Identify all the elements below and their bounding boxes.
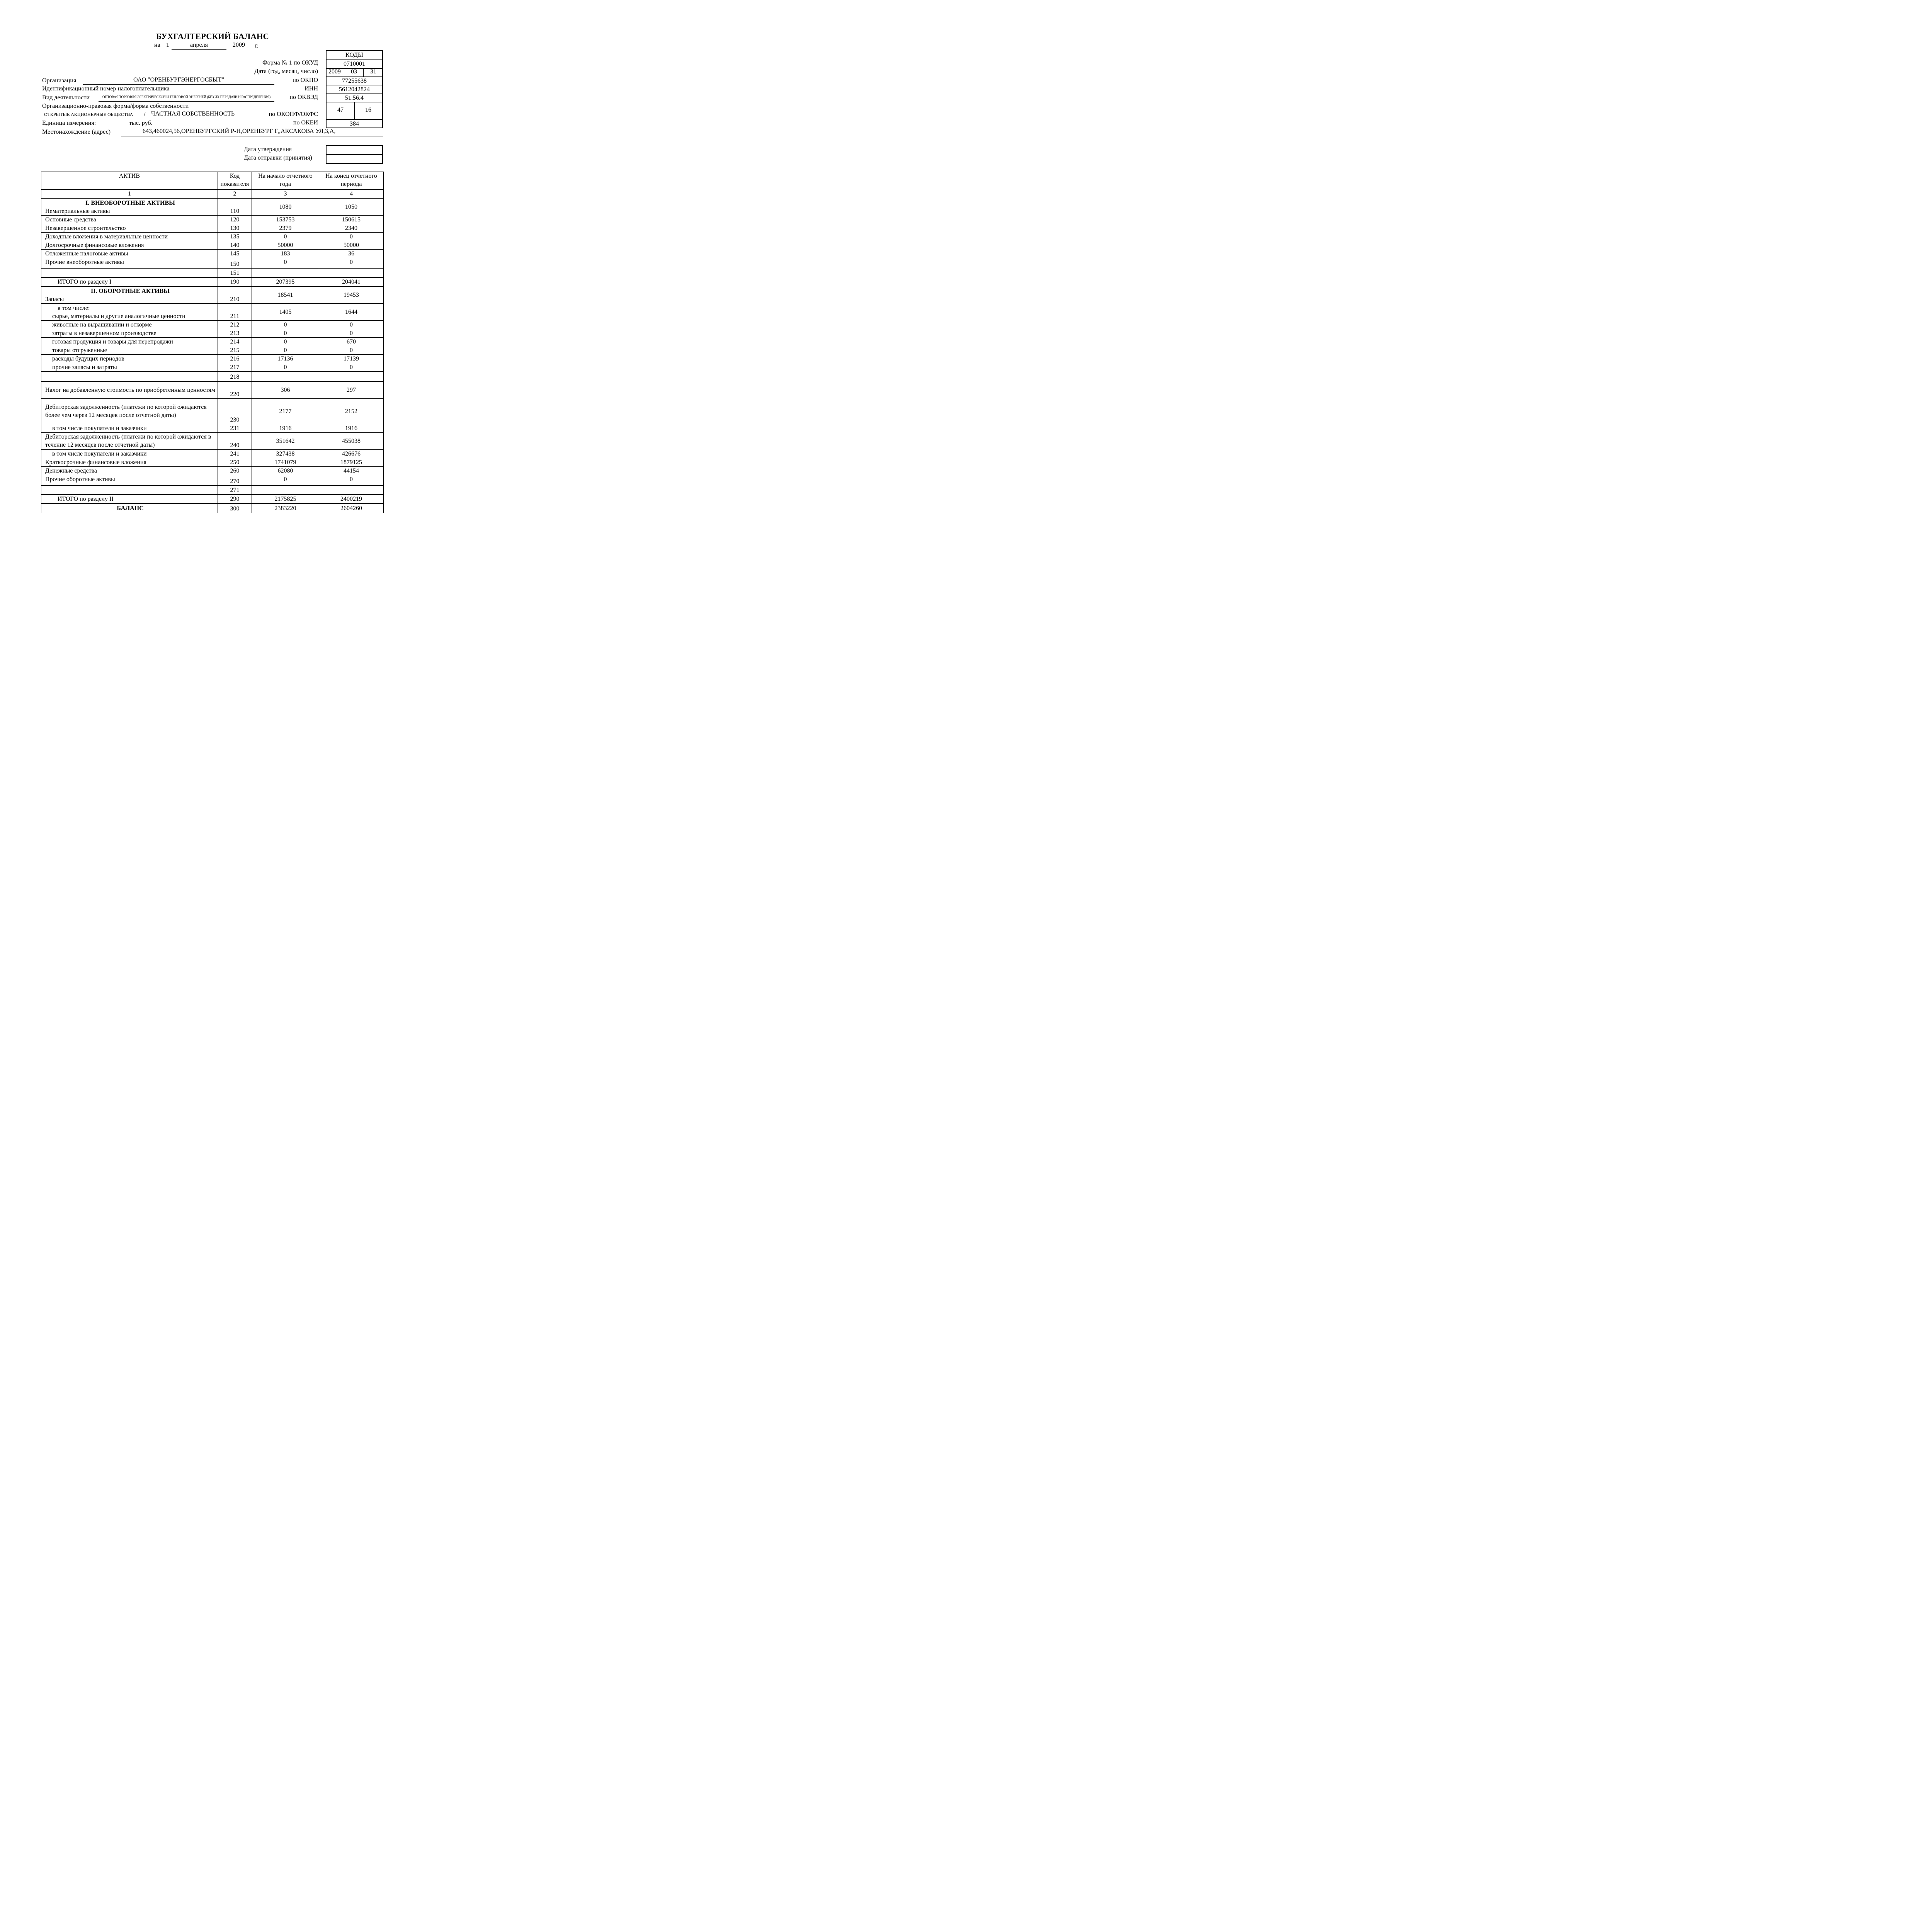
row-start: 0 [252, 258, 319, 268]
row-code: 130 [218, 224, 252, 232]
table-row [41, 232, 384, 241]
inn-code-label: ИНН [304, 85, 318, 92]
row-start: 0 [252, 475, 319, 485]
row-name: Прочие оборотные активы [41, 475, 218, 485]
row-code: 218 [218, 371, 252, 381]
row-start: 2175825 [252, 495, 319, 503]
table-row [41, 329, 384, 337]
row-end: 455038 [319, 432, 384, 449]
table-row [41, 224, 384, 232]
table-row [41, 485, 384, 495]
table-row [41, 198, 384, 215]
row-code: 151 [218, 268, 252, 277]
row-code: 241 [218, 449, 252, 458]
header-code: Код показателя [218, 172, 252, 190]
row-end: 1050 [319, 198, 384, 215]
row-name: ИТОГО по разделу I [41, 277, 218, 286]
okopf-label: по ОКОПФ/ОКФС [269, 111, 318, 117]
okei-label: по ОКЕИ [293, 119, 318, 126]
row-start: 183 [252, 249, 319, 258]
row-end: 50000 [319, 241, 384, 249]
table-row [41, 303, 384, 320]
row-name: Дебиторская задолженность (платежи по которой ожидаются более чем через 12 месяцев после отчетной даты) [41, 398, 218, 424]
row-start: 2383220 [252, 503, 319, 513]
activity-label: Вид деятельности [42, 94, 90, 101]
okved-code: 51.56.4 [327, 94, 382, 102]
row-name: прочие запасы и затраты [41, 363, 218, 371]
okfs-code: 16 [365, 107, 371, 113]
table-row [41, 466, 384, 475]
row-start: 1405 [252, 303, 319, 320]
table-row [41, 503, 384, 513]
row-code: 230 [218, 398, 252, 424]
date-day: 1 [166, 42, 169, 48]
row-code: 110 [218, 198, 252, 215]
row-end: 426676 [319, 449, 384, 458]
row-start: 0 [252, 232, 319, 241]
row-end: 1879125 [319, 458, 384, 466]
okud-code: 0710001 [327, 60, 382, 68]
document-title: БУХГАЛТЕРСКИЙ БАЛАНС [156, 32, 269, 41]
table-row [41, 432, 384, 449]
table-row [41, 424, 384, 432]
form-separator: / [144, 111, 146, 118]
okud-label: Форма № 1 по ОКУД [262, 60, 318, 66]
row-start [252, 485, 319, 495]
unit-value: тыс. руб. [129, 120, 153, 126]
approval-boxes [326, 145, 383, 164]
row-start: 306 [252, 381, 319, 398]
ownership-value: ЧАСТНАЯ СОБСТВЕННОСТЬ [151, 111, 235, 117]
table-row [41, 215, 384, 224]
row-start: 327438 [252, 449, 319, 458]
col-number: 4 [319, 190, 384, 199]
row-start: 1916 [252, 424, 319, 432]
row-code: 150 [218, 258, 252, 268]
row-code: 240 [218, 432, 252, 449]
row-end: 0 [319, 346, 384, 354]
row-code: 213 [218, 329, 252, 337]
org-label: Организация [42, 77, 77, 84]
row-start: 153753 [252, 215, 319, 224]
row-end: 0 [319, 258, 384, 268]
row-start: 62080 [252, 466, 319, 475]
okei-code: 384 [327, 119, 382, 128]
row-code: 216 [218, 354, 252, 363]
row-name: в том числе покупатели и заказчики [41, 424, 218, 432]
row-code: 231 [218, 424, 252, 432]
row-name [41, 371, 218, 381]
row-end [319, 485, 384, 495]
balance-table [41, 172, 384, 513]
row-end: 2400219 [319, 495, 384, 503]
row-name: Незавершенное строительство [41, 224, 218, 232]
okopf-code: 47 [337, 107, 344, 113]
row-start: 351642 [252, 432, 319, 449]
row-code: 135 [218, 232, 252, 241]
row-end: 0 [319, 475, 384, 485]
row-code: 140 [218, 241, 252, 249]
section-1-title: I. ВНЕОБОРОТНЫЕ АКТИВЫ [85, 199, 175, 206]
row-name: расходы будущих периодов [41, 354, 218, 363]
row-start: 1741079 [252, 458, 319, 466]
row-start: 50000 [252, 241, 319, 249]
row-end: 17139 [319, 354, 384, 363]
row-name [41, 485, 218, 495]
row-end: 0 [319, 232, 384, 241]
header-start: На начало отчетного года [252, 172, 319, 190]
table-row [41, 337, 384, 346]
date-prefix: на [154, 42, 160, 48]
row-code: 290 [218, 495, 252, 503]
table-row [41, 475, 384, 485]
row-code: 190 [218, 277, 252, 286]
row-start: 0 [252, 346, 319, 354]
section-2-title: II. ОБОРОТНЫЕ АКТИВЫ [90, 287, 170, 294]
table-row [41, 354, 384, 363]
row-end: 0 [319, 320, 384, 329]
date-year: 2009 [233, 42, 245, 48]
row-code: 271 [218, 485, 252, 495]
row-code: 217 [218, 363, 252, 371]
table-row [41, 363, 384, 371]
table-row [41, 346, 384, 354]
table-row [41, 449, 384, 458]
col-number: 3 [252, 190, 319, 199]
table-row [41, 249, 384, 258]
date-code-day: 31 [370, 68, 376, 75]
row-name: товары отгруженные [41, 346, 218, 354]
org-value: ОАО "ОРЕНБУРГЭНЕРГОСБЫТ" [133, 77, 224, 83]
form-value: ОТКРЫТЫЕ АКЦИОНЕРНЫЕ ОБЩЕСТВА [44, 112, 133, 117]
row-end: 670 [319, 337, 384, 346]
table-row [41, 371, 384, 381]
header-end: На конец отчетного периода [319, 172, 384, 190]
row-name: в том числе покупатели и заказчики [41, 449, 218, 458]
row-name: готовая продукция и товары для перепродажи [41, 337, 218, 346]
row-code: 211 [218, 303, 252, 320]
codes-label: КОДЫ [345, 52, 363, 58]
date-label: Дата (год, месяц, число) [254, 68, 318, 75]
row-code: 300 [218, 503, 252, 513]
address-label: Местонахождение (адрес) [42, 129, 111, 135]
col-number: 1 [41, 190, 218, 199]
row-name: затраты в незавершенном производстве [41, 329, 218, 337]
row-end: 2340 [319, 224, 384, 232]
row-name: Денежные средства [41, 466, 218, 475]
row-start: 2177 [252, 398, 319, 424]
row-code: 145 [218, 249, 252, 258]
table-row [41, 241, 384, 249]
row-name: Запасы [45, 296, 64, 303]
row-code: 120 [218, 215, 252, 224]
okpo-code: 77255638 [327, 77, 382, 85]
row-end: 2152 [319, 398, 384, 424]
row-code: 210 [218, 286, 252, 303]
row-end: 19453 [319, 286, 384, 303]
row-name: Нематериальные активы [45, 207, 110, 214]
row-code: 250 [218, 458, 252, 466]
table-row [41, 381, 384, 398]
row-end: 150615 [319, 215, 384, 224]
row-start [252, 268, 319, 277]
table-header-row [41, 172, 384, 190]
row-start: 207395 [252, 277, 319, 286]
row-start: 1080 [252, 198, 319, 215]
table-row [41, 286, 384, 303]
table-row [41, 277, 384, 286]
row-start: 17136 [252, 354, 319, 363]
row-name: БАЛАНС [41, 503, 218, 513]
table-row [41, 495, 384, 503]
row-name: Долгосрочные финансовые вложения [41, 241, 218, 249]
row-name: сырье, материалы и другие аналогичные ценности [52, 313, 185, 320]
inn-label: Идентификационный номер налогоплательщика [42, 85, 170, 92]
row-name: Доходные вложения в материальные ценности [41, 232, 218, 241]
row-code: 212 [218, 320, 252, 329]
row-end: 44154 [319, 466, 384, 475]
row-start [252, 371, 319, 381]
row-start: 2379 [252, 224, 319, 232]
row-end: 0 [319, 329, 384, 337]
activity-value: ОПТОВАЯ ТОРГОВЛЯ ЭЛЕКТРИЧЕСКОЙ И ТЕПЛОВОЙ ЭНЕРГИЕЙ (БЕЗ ИХ ПЕРЕДАЧИ И РАСПРЕДЕЛЕНИЯ) [102, 95, 270, 99]
row-name [41, 268, 218, 277]
column-numbers-row [41, 190, 384, 199]
okpo-label: по ОКПО [293, 77, 318, 83]
row-name: Краткосрочные финансовые вложения [41, 458, 218, 466]
row-code: 270 [218, 475, 252, 485]
row-name: ИТОГО по разделу II [41, 495, 218, 503]
row-code: 260 [218, 466, 252, 475]
row-start: 0 [252, 329, 319, 337]
okved-label: по ОКВЭД [289, 94, 318, 100]
row-start: 0 [252, 337, 319, 346]
send-date-label: Дата отправки (принятия) [244, 155, 312, 161]
form-label: Организационно-правовая форма/форма собственности [42, 103, 189, 109]
row-code: 215 [218, 346, 252, 354]
date-code-year: 2009 [328, 68, 341, 75]
row-start: 0 [252, 363, 319, 371]
row-end: 2604260 [319, 503, 384, 513]
table-row [41, 458, 384, 466]
date-month: апреля [190, 42, 208, 48]
row-start: 18541 [252, 286, 319, 303]
row-end [319, 371, 384, 381]
date-code-month: 03 [351, 68, 357, 75]
row-name: Дебиторская задолженность (платежи по которой ожидаются в течение 12 месяцев после отчетной даты) [41, 432, 218, 449]
row-name-prefix: в том числе: [58, 304, 90, 311]
row-end: 1916 [319, 424, 384, 432]
row-end: 297 [319, 381, 384, 398]
row-code: 214 [218, 337, 252, 346]
approval-date-label: Дата утверждения [244, 146, 292, 153]
row-end: 1644 [319, 303, 384, 320]
inn-code: 5612042824 [327, 85, 382, 94]
header-asset: АКТИВ [41, 172, 218, 190]
row-name: животные на выращивании и откорме [41, 320, 218, 329]
row-name: Прочие внеоборотные активы [41, 258, 218, 268]
row-end: 0 [319, 363, 384, 371]
table-row [41, 320, 384, 329]
row-end [319, 268, 384, 277]
table-row [41, 398, 384, 424]
row-name: Отложенные налоговые активы [41, 249, 218, 258]
row-end: 36 [319, 249, 384, 258]
table-row [41, 258, 384, 268]
row-name: Основные средства [41, 215, 218, 224]
col-number: 2 [218, 190, 252, 199]
row-name: Налог на добавленную стоимость по приобретенным ценностям [41, 381, 218, 398]
date-year-suffix: г. [255, 43, 259, 49]
row-start: 0 [252, 320, 319, 329]
address-value: 643,460024,56,ОРЕНБУРГСКИЙ Р-Н,ОРЕНБУРГ Г,,АКСАКОВА УЛ,3,А, [143, 128, 336, 134]
table-row [41, 268, 384, 277]
row-code: 220 [218, 381, 252, 398]
unit-label: Единица измерения: [42, 120, 96, 126]
row-end: 204041 [319, 277, 384, 286]
